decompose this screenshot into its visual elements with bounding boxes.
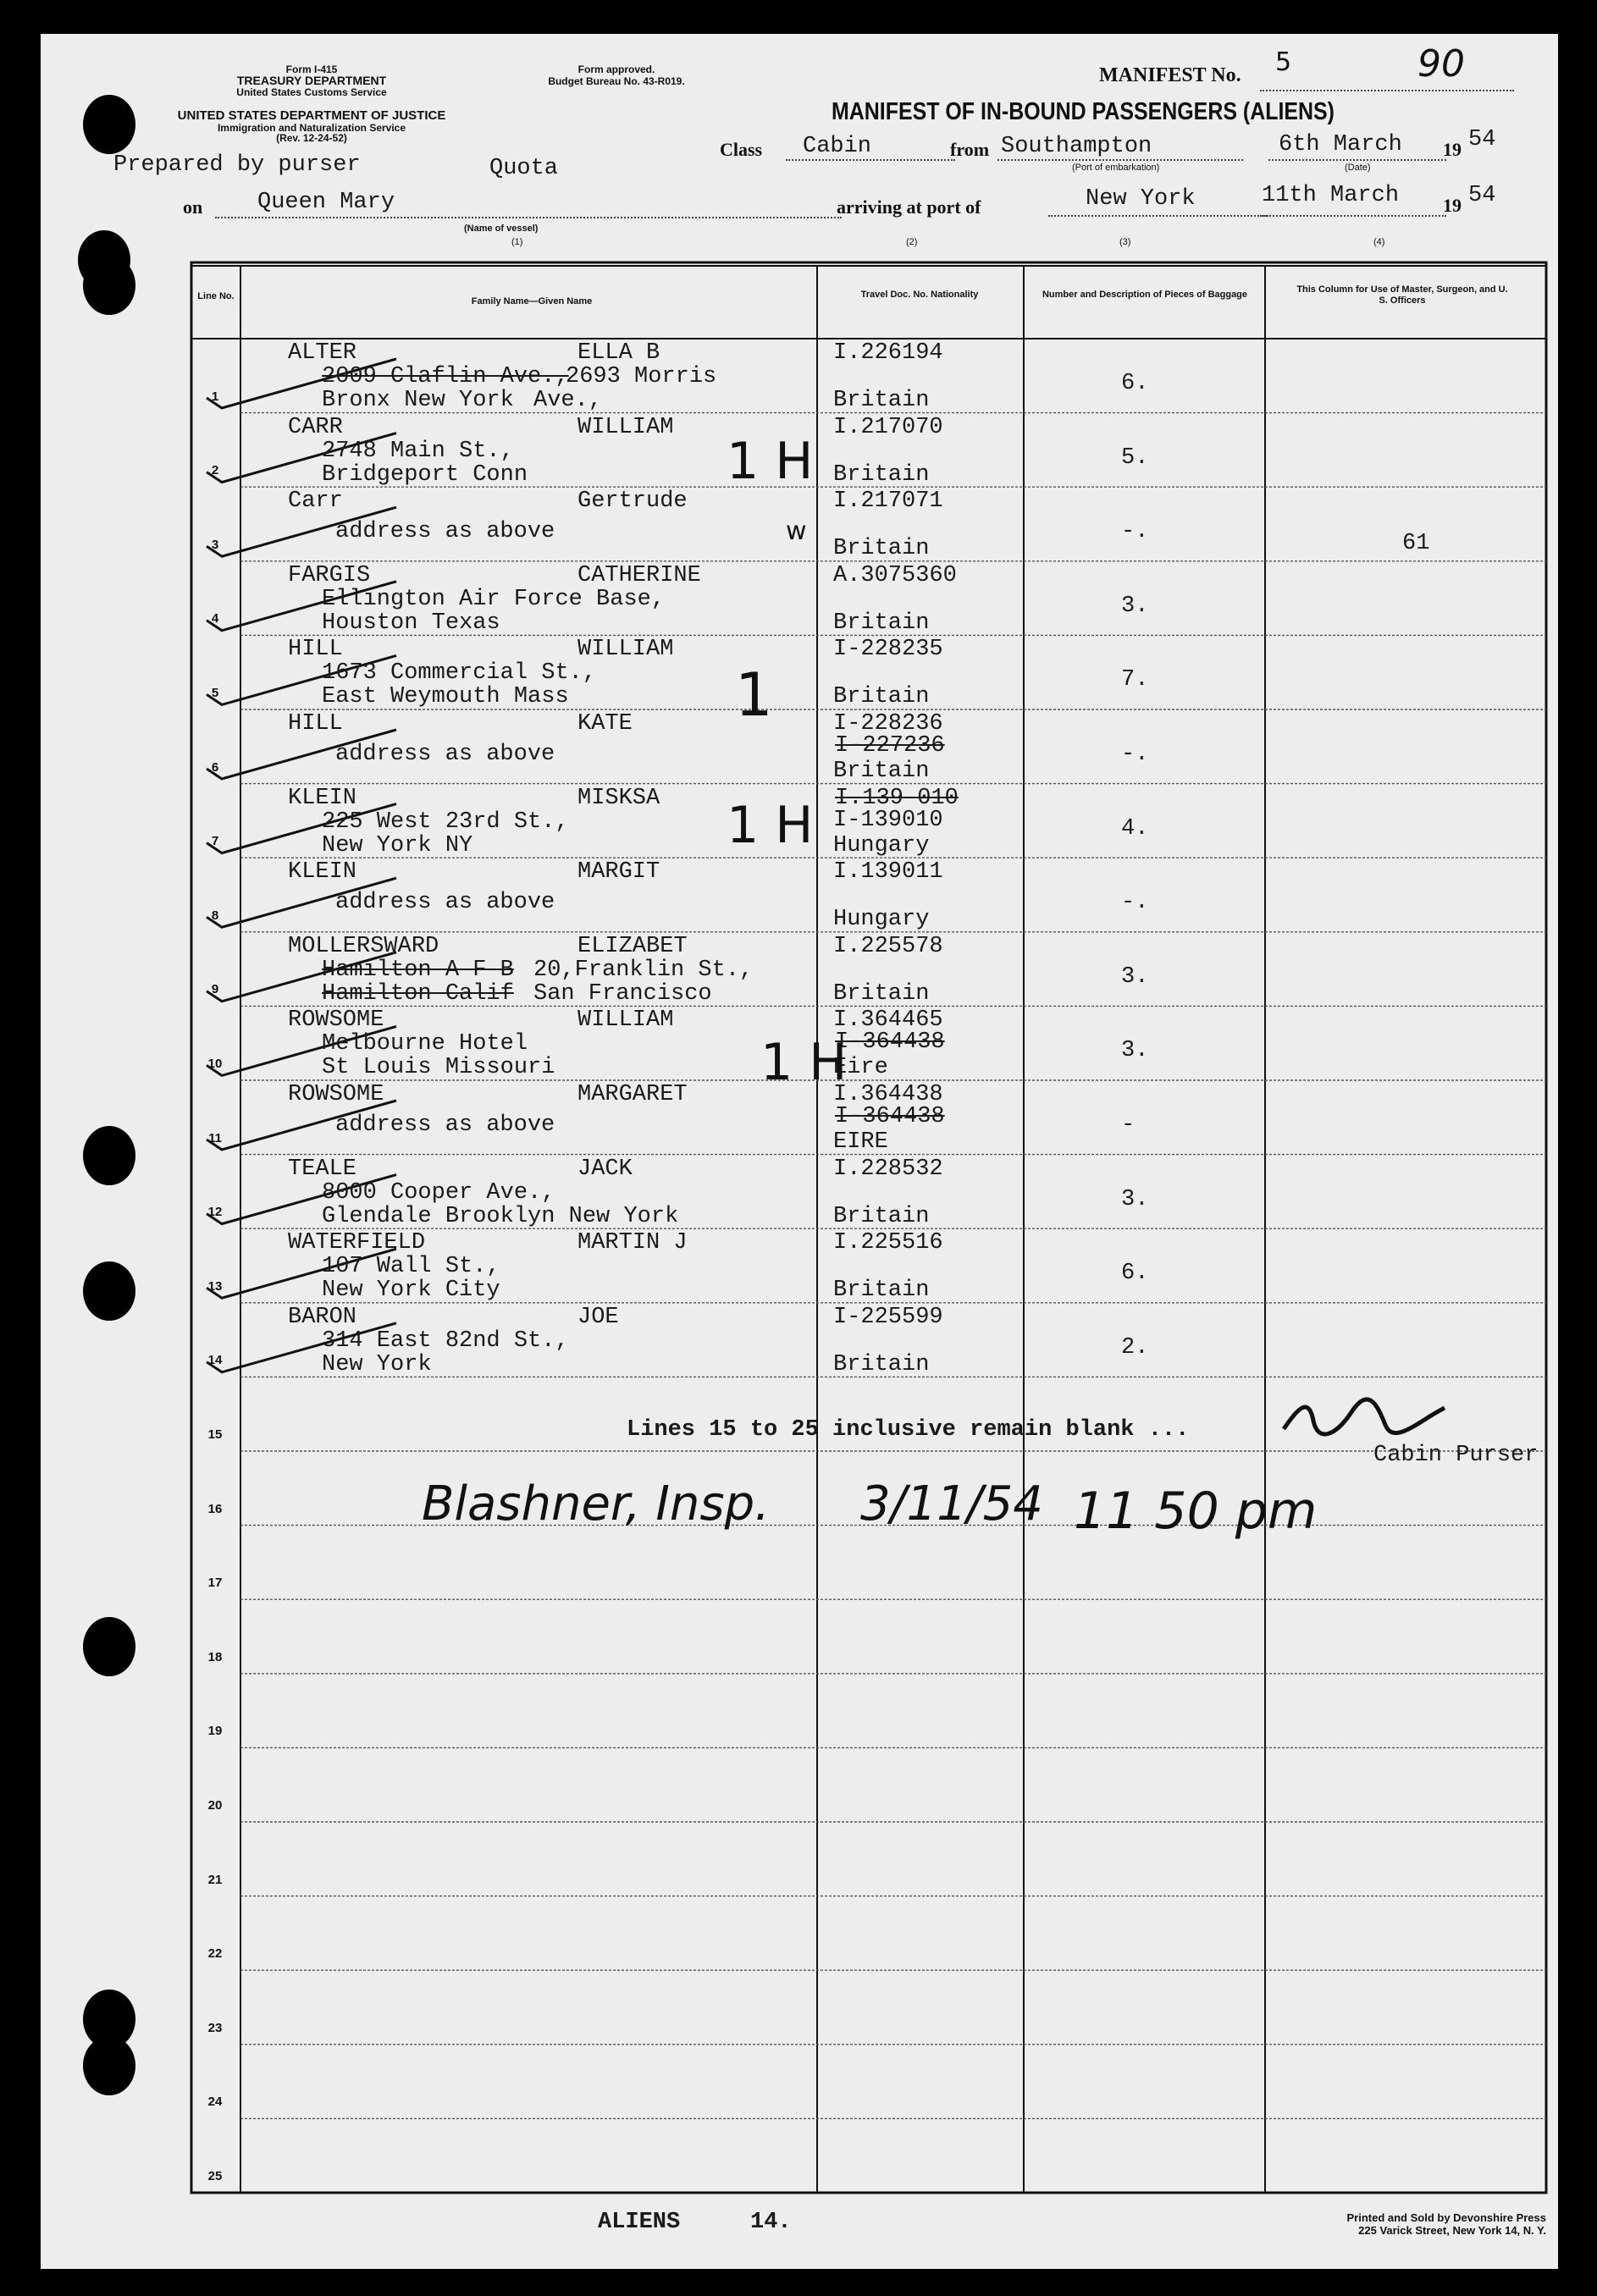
customs-service: United States Customs Service [236, 86, 387, 98]
travel-doc-number: A.3075360 [833, 562, 957, 588]
aliens-count: 14. [750, 2210, 792, 2235]
printer-name: Printed and Sold by Devonshire Press [1346, 2211, 1546, 2224]
revision-date: (Rev. 12-24-52) [276, 132, 347, 144]
officer-note: 61 [1402, 531, 1430, 557]
nationality: Britain [833, 461, 930, 488]
nationality: Britain [833, 1278, 930, 1304]
family-name: WATERFIELD [288, 1230, 426, 1256]
budget-bureau: Budget Bureau No. 43-R019. [548, 75, 685, 87]
address-line-1: 314 East 82nd St., [322, 1327, 569, 1354]
nationality: Hungary [833, 907, 930, 933]
given-name: ELLA B [577, 340, 660, 366]
given-name: KATE [577, 711, 633, 737]
header-travel-doc: Travel Doc. No. Nationality [860, 290, 979, 300]
travel-doc-number: I.139011 [833, 859, 943, 886]
punch-hole [83, 1617, 135, 1676]
line-number: 23 [207, 2020, 223, 2035]
travel-doc-struck: I-364438 [835, 1104, 945, 1129]
margin-mark: 1 H [727, 796, 814, 855]
line-number: 17 [207, 1576, 223, 1591]
baggage-count: 5. [1121, 444, 1149, 471]
travel-doc-number: I.364438 [833, 1082, 943, 1107]
treasury-department: TREASURY DEPARTMENT [236, 74, 387, 87]
header-line-no: Line No. [197, 291, 235, 301]
nationality: Britain [833, 536, 930, 562]
given-name: WILLIAM [577, 637, 674, 663]
line-number: 22 [207, 1946, 223, 1962]
printer-address: 225 Varick Street, New York 14, N. Y. [1358, 2224, 1546, 2237]
nationality: Britain [833, 610, 930, 636]
given-name: MARGARET [577, 1082, 688, 1107]
line-number: 15 [207, 1427, 223, 1442]
header-name: Family Name—Given Name [471, 296, 593, 306]
nationality: Britain [833, 684, 930, 710]
address-line-1: 2009 Claflin Ave., [322, 364, 569, 389]
baggage-count: 3. [1121, 963, 1149, 990]
inspection-date: 3/11/54 [860, 1476, 1043, 1532]
travel-doc-number: I-139010 [833, 807, 943, 833]
travel-doc-number: I.225578 [833, 933, 943, 959]
family-name: ROWSOME [288, 1007, 384, 1034]
line-number: 13 [207, 1278, 223, 1294]
manifest-table-grid [41, 34, 1558, 2269]
baggage-count: 6. [1121, 1261, 1149, 1287]
nationality: Britain [833, 388, 930, 413]
nationality: Britain [833, 759, 930, 784]
line-number: 24 [207, 2095, 223, 2110]
line-number: 7 [211, 834, 219, 849]
on-label: on [183, 196, 203, 218]
baggage-count: 6. [1121, 371, 1149, 396]
arriving-date: 11th March [1262, 183, 1400, 208]
travel-doc-struck: I-364438 [835, 1029, 945, 1056]
aliens-label: ALIENS [598, 2210, 681, 2235]
quota-label: Quota [489, 156, 559, 181]
address-line-1: address as above [335, 742, 555, 767]
inspection-time: 11 50 pm [1074, 1482, 1318, 1541]
address-line-2: Houston Texas [322, 610, 500, 636]
family-name: CARR [288, 414, 343, 440]
address-line-2: New York [322, 1351, 432, 1377]
address-line-2: New York City [322, 1278, 500, 1304]
family-name: ALTER [288, 340, 357, 366]
purser-signature [1275, 1395, 1462, 1446]
punch-hole [83, 95, 135, 154]
travel-doc-number: I-228235 [833, 637, 943, 663]
line-number: 4 [211, 611, 219, 626]
given-name: MISKSA [577, 785, 660, 811]
address-line-1b: 20,Franklin St., [533, 957, 754, 983]
baggage-count: 2. [1121, 1334, 1149, 1360]
line-number: 14 [207, 1353, 223, 1368]
line-number: 21 [207, 1872, 223, 1887]
col1-caption: (1) [511, 237, 523, 247]
family-name: Carr [288, 488, 343, 515]
line-number: 5 [211, 686, 219, 700]
family-name: KLEIN [288, 785, 357, 811]
address-line-2b: Ave., [533, 388, 603, 413]
prepared-by-purser: Prepared by purser [113, 152, 361, 178]
line-number: 20 [207, 1798, 223, 1813]
travel-doc-number: I-225599 [833, 1304, 943, 1330]
given-name: ELIZABET [577, 933, 688, 959]
margin-mark: w [786, 516, 807, 546]
address-line-1: address as above [335, 519, 555, 545]
col4-caption: (4) [1373, 237, 1385, 247]
family-name: BARON [288, 1304, 357, 1330]
form-approved: Form approved. [577, 63, 655, 75]
family-name: FARGIS [288, 562, 371, 588]
manifest-no-prefix: 5 [1275, 47, 1292, 77]
baggage-count: 3. [1121, 1038, 1149, 1064]
line-number: 8 [211, 908, 219, 923]
line-number: 6 [211, 759, 219, 775]
address-line-2: Hamilton Calif [322, 980, 514, 1007]
baggage-count: -. [1121, 519, 1149, 545]
travel-doc-struck: I-227236 [835, 733, 945, 759]
port-caption: (Port of embarkation) [1072, 163, 1160, 173]
given-name: CATHERINE [577, 562, 701, 588]
baggage-count: 4. [1121, 815, 1149, 842]
family-name: HILL [288, 637, 343, 663]
punch-hole [83, 2036, 135, 2095]
line-number: 3 [211, 537, 219, 552]
address-line-1: address as above [335, 890, 555, 916]
class-label: Class [720, 139, 763, 160]
arriving-year-prefix: 19 [1443, 195, 1462, 216]
margin-mark: 1 [735, 660, 773, 730]
line-number: 19 [207, 1724, 223, 1739]
family-name: MOLLERSWARD [288, 933, 439, 959]
arriving-label: arriving at port of [837, 196, 981, 218]
travel-doc-number: I.217071 [833, 488, 943, 515]
given-name: MARGIT [577, 859, 660, 886]
col3-caption: (3) [1119, 237, 1131, 247]
form-number: Form I-415 [285, 63, 338, 75]
from-date: 6th March [1279, 132, 1402, 157]
header-officers: This Column for Use of Master, Surgeon, and U. S. Officers [1296, 284, 1508, 306]
travel-doc-number: I.228532 [833, 1156, 943, 1182]
baggage-count: -. [1121, 742, 1149, 767]
nationality: Britain [833, 1351, 930, 1377]
address-line-2: St Louis Missouri [322, 1055, 555, 1081]
family-name: KLEIN [288, 859, 357, 886]
nationality: Britain [833, 1203, 930, 1229]
punch-hole [83, 1261, 135, 1321]
address-line-1: Hamilton A F B [322, 957, 514, 983]
travel-doc-number: I.225516 [833, 1230, 943, 1256]
inspector-note: Blashner, Insp. [422, 1476, 770, 1532]
manifest-title: MANIFEST OF IN-BOUND PASSENGERS (ALIENS) [832, 98, 1335, 125]
col2-caption: (2) [906, 237, 918, 247]
family-name: TEALE [288, 1156, 357, 1182]
manifest-page [41, 34, 1558, 2269]
header-baggage: Number and Description of Pieces of Baggage [1042, 290, 1248, 300]
baggage-count: 7. [1121, 667, 1149, 693]
nationality: Hungary [833, 832, 930, 858]
nationality: EIRE [833, 1129, 888, 1155]
manifest-no-value: 90 [1417, 42, 1465, 86]
from-label: from [950, 139, 990, 160]
baggage-count: - [1121, 1112, 1136, 1138]
address-line-2b: San Francisco [533, 980, 712, 1007]
punch-hole [83, 256, 135, 315]
line-number: 16 [207, 1501, 223, 1516]
ins-service: Immigration and Naturalization Service [217, 122, 406, 134]
margin-mark: 1 H [727, 432, 814, 491]
address-line-2: East Weymouth Mass [322, 684, 569, 710]
baggage-count: -. [1121, 890, 1149, 916]
address-line-1: 8000 Cooper Ave., [322, 1179, 555, 1206]
address-line-1: 107 Wall St., [322, 1254, 500, 1280]
punch-hole [83, 1126, 135, 1185]
from-value: Southampton [1001, 134, 1152, 159]
line-number: 11 [208, 1130, 222, 1145]
baggage-count: 3. [1121, 1186, 1149, 1212]
address-line-2: Glendale Brooklyn New York [322, 1203, 679, 1229]
given-name: JOE [577, 1304, 619, 1330]
manifest-no-label: MANIFEST No. [1099, 64, 1241, 86]
line-number: 1 [211, 389, 219, 404]
travel-doc-number: I.364465 [833, 1007, 943, 1034]
address-line-2: Bridgeport Conn [322, 461, 528, 488]
address-line-2: Bronx New York [322, 388, 514, 413]
address-line-1: 225 West 23rd St., [322, 809, 569, 835]
nationality: Eire [833, 1055, 888, 1081]
nationality: Britain [833, 980, 930, 1007]
travel-doc-number: I.217070 [833, 414, 943, 440]
given-name: WILLIAM [577, 414, 674, 440]
given-name: JACK [577, 1156, 633, 1182]
given-name: WILLIAM [577, 1007, 674, 1034]
given-name: MARTIN J [577, 1230, 688, 1256]
from-year: 54 [1468, 127, 1496, 152]
line-number: 18 [207, 1649, 223, 1664]
line-number: 12 [207, 1205, 223, 1220]
line-number: 25 [207, 2169, 223, 2183]
family-name: HILL [288, 711, 343, 737]
travel-doc-struck: I.139 010 [835, 785, 959, 811]
address-line-1: Melbourne Hotel [322, 1031, 528, 1057]
arriving-year: 54 [1468, 183, 1496, 208]
class-value: Cabin [803, 134, 872, 159]
travel-doc-number: I-228236 [833, 711, 943, 737]
line-number: 10 [207, 1057, 223, 1071]
cabin-purser-title: Cabin Purser [1373, 1443, 1539, 1468]
vessel-name: Queen Mary [257, 190, 395, 215]
address-line-2: New York NY [322, 832, 473, 858]
given-name: Gertrude [577, 488, 688, 515]
date-caption: (Date) [1345, 163, 1371, 173]
from-year-prefix: 19 [1443, 139, 1462, 160]
line-number: 9 [211, 982, 219, 997]
arriving-port: New York [1086, 186, 1196, 212]
travel-doc-number: I.226194 [833, 340, 943, 366]
address-line-1: Ellington Air Force Base, [322, 586, 666, 612]
line-number: 2 [211, 463, 219, 478]
vessel-caption: (Name of vessel) [464, 224, 539, 234]
family-name: ROWSOME [288, 1082, 384, 1107]
blank-lines-note: Lines 15 to 25 inclusive remain blank ... [627, 1417, 1190, 1443]
address-line-1: 1673 Commercial St., [322, 660, 597, 687]
department-of-justice: UNITED STATES DEPARTMENT OF JUSTICE [177, 108, 446, 123]
address-line-1: address as above [335, 1112, 555, 1138]
address-line-1: 2748 Main St., [322, 438, 514, 464]
address-line-1b: 2693 Morris [566, 364, 717, 389]
margin-mark: 1 H [760, 1033, 848, 1092]
baggage-count: 3. [1121, 593, 1149, 619]
